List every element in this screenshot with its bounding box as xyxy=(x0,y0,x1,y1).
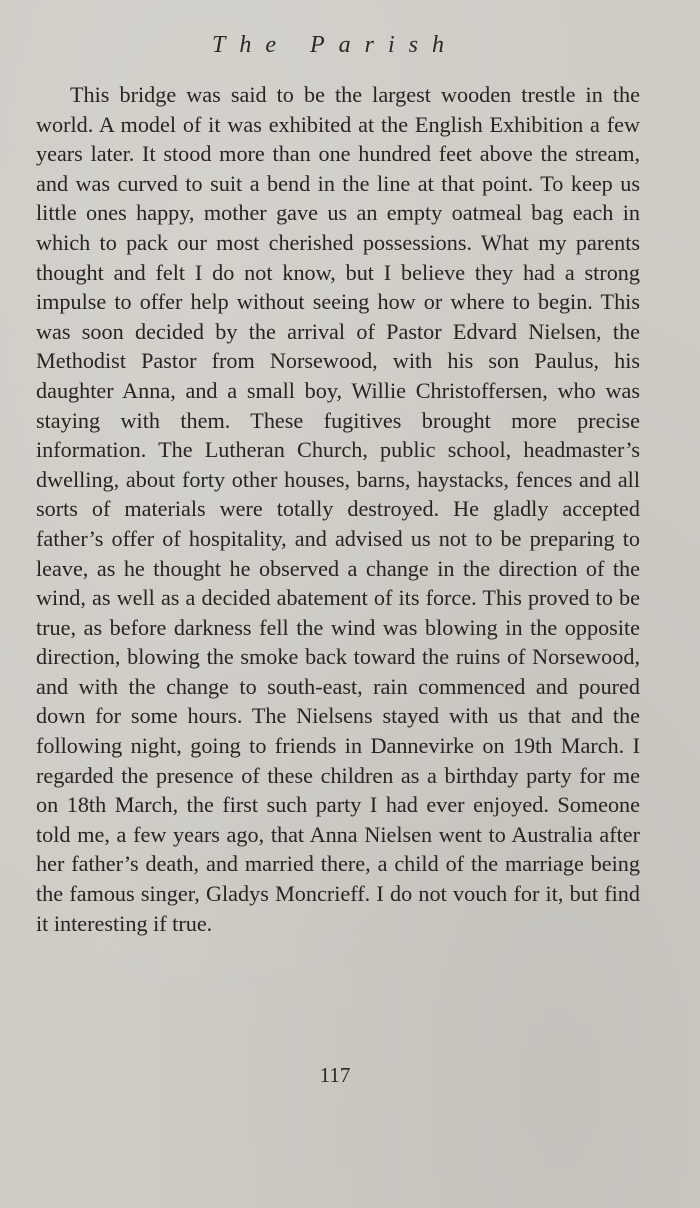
running-head: The Parish xyxy=(211,32,458,58)
body-paragraph: This bridge was said to be the largest wooden trestle in the world. A model of it was exhibited at the English Exhibition a few years later. It stood more than one hundred feet above the stream, and was curved to suit a bend in the line at that point. To keep us little ones happy, mother gave us an empty oatmeal bag each in which to pack our most cherished possessions. What my parents thought and felt I do not know, but I believe they had a strong impulse to offer help without seeing how or where to begin. This was soon decided by the arrival of Pastor Edvard Nielsen, the Methodist Pastor from Norsewood, with his son Paulus, his daughter Anna, and a small boy, Willie Christoffersen, who was staying with them. These fugitives brought more precise information. The Lutheran Church, public school, headmaster’s dwelling, about forty other houses, barns, haystacks, fences and all sorts of materials were totally destroyed. He gladly accepted father’s offer of hospitality, and advised us not to be preparing to leave, as he thought he observed a change in the direction of the wind, as well as a decided abatement of its force. This proved to be true, as before darkness fell the wind was blowing in the opposite direction, blowing the smoke back toward the ruins of Norsewood, and with the change to south-east, rain commenced and poured down for some hours. The Nielsens stayed with us that and the following night, going to friends in Dannevirke on 19th March. I regarded the presence of these children as a birthday party for me on 18th March, the first such party I had ever enjoyed. Someone told me, a few years ago, that Anna Nielsen went to Australia after her father’s death, and married there, a child of the marriage being the famous singer, Gladys Moncrieff. I do not vouch for it, but find it interesting if true. xyxy=(36,82,640,936)
page-number: 117 xyxy=(319,1063,351,1087)
